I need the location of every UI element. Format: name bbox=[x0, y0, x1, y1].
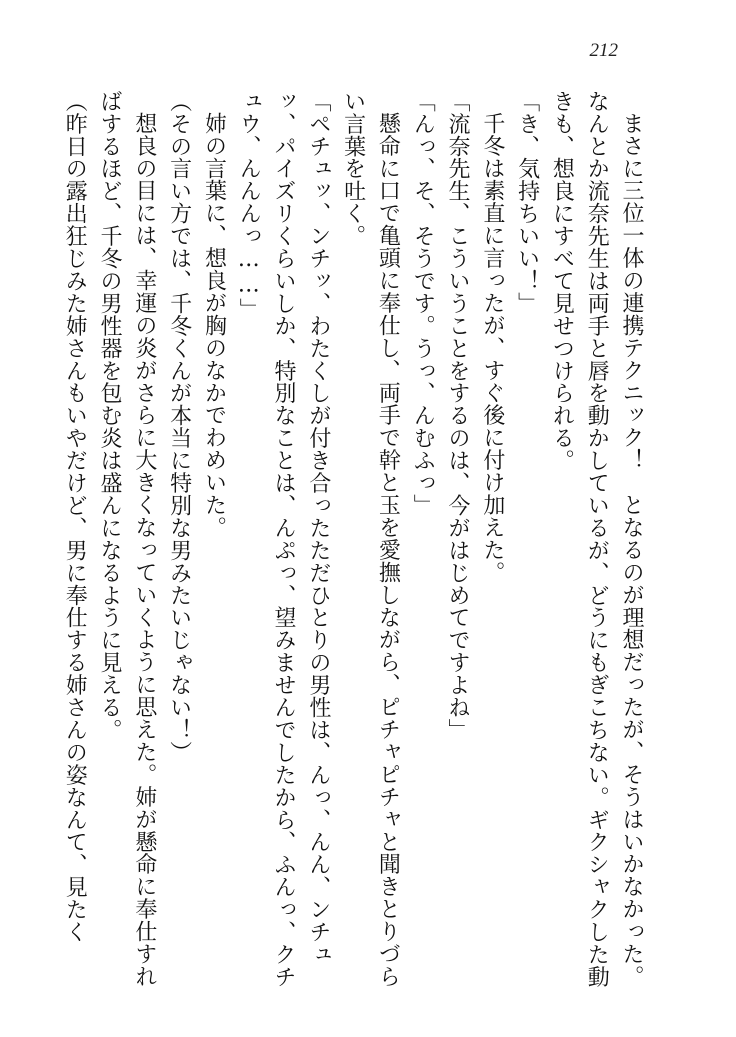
paragraph-5: 「んっ、そ、そうです。うっ、んむふっ」 bbox=[410, 90, 436, 517]
paragraph-2: 「き、気持ちいい！」 bbox=[514, 90, 540, 315]
paragraph-1: まさに三位一体の連携テクニック！ となるのが理想だったが、そうはいかなかった。なんとか流奈先生は両手と唇を動かしているが、どうにもぎこちない。ギクシャクした動きも、想良にすべて見せつけられる。 bbox=[549, 90, 644, 988]
paragraph-8: 姉の言葉に、想良が胸のなかでわめいた。 bbox=[201, 112, 227, 539]
paragraph-11: （昨日の露出狂じみた姉さんもいやだけど、男に奉仕する姉さんの姿なんて、見たく bbox=[62, 90, 88, 944]
paragraph-10: 想良の目には、幸運の炎がさらに大きくなっていくように思えた。姉が懸命に奉仕すればするほど、千冬の男性器を包む炎は盛んになるように見える。 bbox=[97, 90, 157, 988]
vertical-text-body bbox=[62, 90, 648, 990]
paragraph-7: 「ペチュッ、ンチッ、わたくしが付き合ったただひとりの男性は、んっ、んん、ンチュッ、パイズリくらいしか、特別なことは、んぷっ、望みませんでしたから、ふんっ、クチュウ、んんんっ……」 bbox=[236, 90, 331, 988]
paragraph-9: （その言い方では、千冬くんが本当に特別な男みたいじゃない！） bbox=[166, 90, 192, 764]
paragraph-3: 千冬は素直に言ったが、すぐ後に付け加えた。 bbox=[479, 112, 505, 584]
paragraph-6: 懸命に口で亀頭に奉仕し、両手で幹と玉を愛撫しながら、ピチャピチャと聞きとりづらい言葉を吐く。 bbox=[340, 90, 401, 988]
page-number: 212 bbox=[589, 40, 618, 61]
paragraph-4: 「流奈先生、こういうことをするのは、今がはじめてですよね」 bbox=[445, 90, 471, 742]
